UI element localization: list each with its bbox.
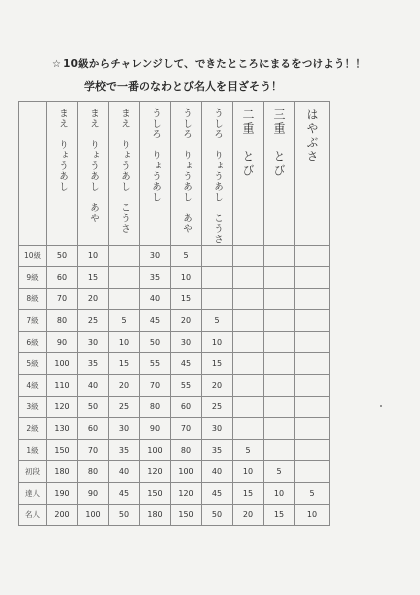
count-cell[interactable]: 150: [47, 439, 78, 461]
count-cell[interactable]: 110: [47, 375, 78, 397]
column-header: [78, 102, 109, 246]
count-cell[interactable]: 50: [140, 331, 171, 353]
count-cell[interactable]: 150: [171, 504, 202, 526]
count-cell[interactable]: 70: [171, 418, 202, 440]
table-row: [19, 245, 330, 267]
count-cell[interactable]: 20: [78, 288, 109, 310]
level-cell: 達人: [19, 483, 47, 505]
count-cell[interactable]: 150: [140, 483, 171, 505]
column-header: [171, 102, 202, 246]
count-cell[interactable]: 45: [202, 483, 233, 505]
count-cell[interactable]: [233, 288, 264, 310]
count-cell[interactable]: 120: [140, 461, 171, 483]
table-row: [19, 375, 330, 397]
count-cell[interactable]: [295, 418, 330, 440]
count-cell[interactable]: [264, 245, 295, 267]
column-header-label: はやぶさ: [305, 108, 319, 164]
count-cell[interactable]: 80: [171, 439, 202, 461]
count-cell[interactable]: 35: [140, 267, 171, 289]
level-cell: 初段: [19, 461, 47, 483]
count-cell[interactable]: 25: [78, 310, 109, 332]
table-row: [19, 310, 330, 332]
count-cell[interactable]: 30: [202, 418, 233, 440]
count-cell[interactable]: [233, 331, 264, 353]
count-cell[interactable]: 55: [171, 375, 202, 397]
column-header-label: まえ りょうあし あや: [88, 108, 99, 224]
count-cell[interactable]: [295, 461, 330, 483]
count-cell[interactable]: 60: [171, 396, 202, 418]
count-cell[interactable]: 60: [78, 418, 109, 440]
count-cell[interactable]: 30: [140, 245, 171, 267]
count-cell[interactable]: 5: [233, 439, 264, 461]
count-cell[interactable]: 70: [78, 439, 109, 461]
level-cell: 3級: [19, 396, 47, 418]
count-cell[interactable]: 100: [47, 353, 78, 375]
level-cell: 1級: [19, 439, 47, 461]
table-row: [19, 461, 330, 483]
level-cell: 名人: [19, 504, 47, 526]
count-cell[interactable]: 20: [109, 375, 140, 397]
count-cell[interactable]: 30: [171, 331, 202, 353]
level-cell: 8級: [19, 288, 47, 310]
count-cell[interactable]: 10: [264, 483, 295, 505]
count-cell[interactable]: 15: [78, 267, 109, 289]
level-cell: 6級: [19, 331, 47, 353]
count-cell[interactable]: 35: [202, 439, 233, 461]
count-cell[interactable]: [233, 353, 264, 375]
table-row: [19, 483, 330, 505]
count-cell[interactable]: 100: [140, 439, 171, 461]
level-cell: 5級: [19, 353, 47, 375]
count-cell[interactable]: 70: [47, 288, 78, 310]
count-cell[interactable]: 60: [47, 267, 78, 289]
count-cell[interactable]: 5: [295, 483, 330, 505]
count-cell[interactable]: 15: [202, 353, 233, 375]
count-cell[interactable]: 30: [78, 331, 109, 353]
count-cell[interactable]: [202, 288, 233, 310]
count-cell[interactable]: 180: [140, 504, 171, 526]
count-cell[interactable]: 40: [202, 461, 233, 483]
count-cell[interactable]: 25: [202, 396, 233, 418]
count-cell[interactable]: 25: [109, 396, 140, 418]
level-cell: 7級: [19, 310, 47, 332]
count-cell[interactable]: 45: [109, 483, 140, 505]
count-cell[interactable]: 15: [233, 483, 264, 505]
count-cell[interactable]: [295, 288, 330, 310]
count-cell[interactable]: [264, 439, 295, 461]
table-header-row: [19, 102, 330, 246]
count-cell[interactable]: 180: [47, 461, 78, 483]
table-row: [19, 331, 330, 353]
count-cell[interactable]: 10: [233, 461, 264, 483]
count-cell[interactable]: [264, 418, 295, 440]
table-row: [19, 418, 330, 440]
level-cell: 2級: [19, 418, 47, 440]
count-cell[interactable]: 5: [171, 245, 202, 267]
count-cell[interactable]: 15: [109, 353, 140, 375]
count-cell[interactable]: [264, 353, 295, 375]
count-cell[interactable]: 40: [78, 375, 109, 397]
count-cell[interactable]: 30: [109, 418, 140, 440]
level-header: [19, 102, 47, 246]
count-cell[interactable]: [233, 245, 264, 267]
count-cell[interactable]: 70: [140, 375, 171, 397]
column-header: [233, 102, 264, 246]
count-cell[interactable]: 10: [295, 504, 330, 526]
count-cell[interactable]: [295, 375, 330, 397]
count-cell[interactable]: 20: [171, 310, 202, 332]
stray-mark: [380, 405, 382, 407]
page-subtitle: 学校で一番のなわとび名人を目ざそう！: [84, 80, 282, 93]
column-header-label: 三重 とび: [272, 108, 286, 178]
table-row: [19, 288, 330, 310]
count-cell[interactable]: 15: [264, 504, 295, 526]
count-cell[interactable]: 35: [78, 353, 109, 375]
count-cell[interactable]: 80: [47, 310, 78, 332]
count-cell[interactable]: [109, 267, 140, 289]
count-cell[interactable]: 50: [109, 504, 140, 526]
count-cell[interactable]: [233, 418, 264, 440]
count-cell[interactable]: 55: [140, 353, 171, 375]
count-cell[interactable]: 90: [78, 483, 109, 505]
count-cell[interactable]: 50: [202, 504, 233, 526]
count-cell[interactable]: [202, 267, 233, 289]
count-cell[interactable]: [264, 267, 295, 289]
count-cell[interactable]: [264, 375, 295, 397]
count-cell[interactable]: [295, 331, 330, 353]
table-row: [19, 439, 330, 461]
level-cell: 9級: [19, 267, 47, 289]
count-cell[interactable]: [264, 396, 295, 418]
count-cell[interactable]: 10: [171, 267, 202, 289]
column-header: [47, 102, 78, 246]
column-header: [109, 102, 140, 246]
count-cell[interactable]: 80: [78, 461, 109, 483]
count-cell[interactable]: 10: [202, 331, 233, 353]
column-header: [140, 102, 171, 246]
count-cell[interactable]: 35: [109, 439, 140, 461]
count-cell[interactable]: 50: [47, 245, 78, 267]
column-header-label: まえ りょうあし: [57, 108, 68, 192]
count-cell[interactable]: [295, 267, 330, 289]
count-cell[interactable]: 10: [78, 245, 109, 267]
page-title: ☆ 10級からチャレンジして、できたところにまるをつけよう！！: [52, 58, 367, 70]
table-row: [19, 504, 330, 526]
column-header-label: まえ りょうあし こうさ: [119, 108, 130, 234]
count-cell[interactable]: [109, 288, 140, 310]
count-cell[interactable]: 45: [140, 310, 171, 332]
count-cell[interactable]: [233, 396, 264, 418]
count-cell[interactable]: 80: [140, 396, 171, 418]
table-row: [19, 353, 330, 375]
column-header-label: うしろ りょうあし こうさ: [212, 108, 223, 245]
count-cell[interactable]: [295, 439, 330, 461]
count-cell[interactable]: 15: [171, 288, 202, 310]
table-row: [19, 396, 330, 418]
column-header-label: 二重 とび: [241, 108, 255, 178]
count-cell[interactable]: 90: [140, 418, 171, 440]
table-row: [19, 267, 330, 289]
count-cell[interactable]: 100: [78, 504, 109, 526]
count-cell[interactable]: [264, 331, 295, 353]
count-cell[interactable]: 5: [109, 310, 140, 332]
count-cell[interactable]: 40: [109, 461, 140, 483]
count-cell[interactable]: 20: [233, 504, 264, 526]
count-cell[interactable]: [264, 310, 295, 332]
count-cell[interactable]: 5: [202, 310, 233, 332]
count-cell[interactable]: 200: [47, 504, 78, 526]
count-cell[interactable]: [295, 245, 330, 267]
count-cell[interactable]: 45: [171, 353, 202, 375]
count-cell[interactable]: 5: [264, 461, 295, 483]
column-header-label: うしろ りょうあし あや: [181, 108, 192, 234]
count-cell[interactable]: 190: [47, 483, 78, 505]
table-body: [19, 245, 330, 526]
level-cell: 10級: [19, 245, 47, 267]
challenge-table: [18, 101, 330, 526]
count-cell[interactable]: 130: [47, 418, 78, 440]
count-cell[interactable]: 20: [202, 375, 233, 397]
count-cell[interactable]: [233, 375, 264, 397]
column-header: [264, 102, 295, 246]
level-cell: 4級: [19, 375, 47, 397]
count-cell[interactable]: 40: [140, 288, 171, 310]
star-icon: ☆: [52, 59, 62, 70]
count-cell[interactable]: [264, 288, 295, 310]
count-cell[interactable]: [295, 396, 330, 418]
count-cell[interactable]: [295, 310, 330, 332]
count-cell[interactable]: 10: [109, 331, 140, 353]
count-cell[interactable]: 120: [47, 396, 78, 418]
count-cell[interactable]: 100: [171, 461, 202, 483]
column-header: [202, 102, 233, 246]
count-cell[interactable]: [295, 353, 330, 375]
count-cell[interactable]: [233, 310, 264, 332]
column-header-label: うしろ りょうあし: [150, 108, 161, 203]
count-cell[interactable]: 90: [47, 331, 78, 353]
count-cell[interactable]: [109, 245, 140, 267]
count-cell[interactable]: [202, 245, 233, 267]
column-header: [295, 102, 330, 246]
count-cell[interactable]: [233, 267, 264, 289]
count-cell[interactable]: 120: [171, 483, 202, 505]
count-cell[interactable]: 50: [78, 396, 109, 418]
